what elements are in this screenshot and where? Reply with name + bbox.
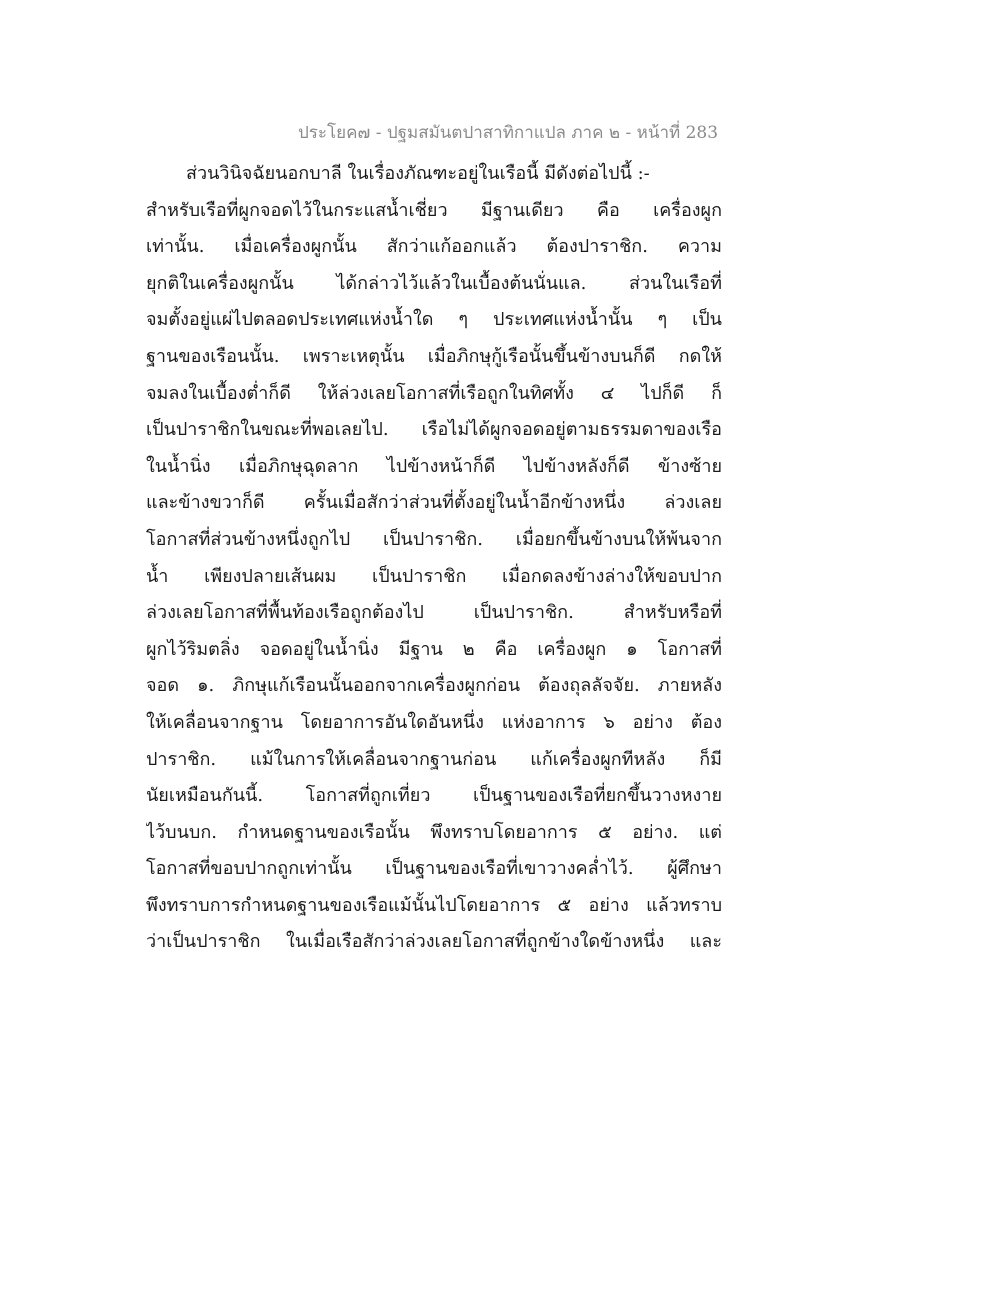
paragraph-line: ว่าเป็นปาราชิก ในเมื่อเรือสักว่าล่วงเลยโอกาสที่ถูกข้างใดข้างหนึ่ง และ [146, 931, 722, 953]
paragraph-line: ให้เคลื่อนจากฐาน โดยอาการอันใดอันหนึ่ง แห่งอาการ ๖ อย่าง ต้อง [146, 711, 722, 733]
paragraph-line: และข้างขวาก็ดี ครั้นเมื่อสักว่าส่วนที่ตั้งอยู่ในน้ำอีกข้างหนึ่ง ล่วงเลย [146, 492, 722, 514]
paragraph-line: ผูกไว้ริมตลิ่ง จอดอยู่ในน้ำนิ่ง มีฐาน ๒ คือ เครื่องผูก ๑ โอกาสที่ [146, 638, 722, 660]
paragraph-line: นัยเหมือนกันนี้. โอกาสที่ถูกเที่ยว เป็นฐานของเรือที่ยกขึ้นวางหงาย [146, 785, 722, 807]
paragraph-line: ในน้ำนิ่ง เมื่อภิกษุฉุดลาก ไปข้างหน้าก็ดี ไปข้างหลังก็ดี ข้างซ้าย [146, 455, 722, 477]
paragraph-line: จอด ๑. ภิกษุแก้เรือนนั้นออกจากเครื่องผูกก่อน ต้องถุลลัจจัย. ภายหลัง [146, 675, 722, 697]
page-header: ประโยค๗ - ปฐมสมันตปาสาทิกาแปล ภาค ๒ - หน้าที่ 283 [298, 123, 718, 143]
paragraph-line: ล่วงเลยโอกาสที่พื้นท้องเรือถูกต้องไป เป็นปาราชิก. สำหรับหรือที่ [146, 602, 722, 624]
paragraph-line: ปาราชิก. แม้ในการให้เคลื่อนจากฐานก่อน แก้เครื่องผูกทีหลัง ก็มี [146, 748, 722, 770]
body-text [146, 156, 722, 961]
paragraph-line: เท่านั้น. เมื่อเครื่องผูกนั้น สักว่าแก้ออกแล้ว ต้องปาราชิก. ความ [146, 236, 722, 258]
paragraph-line: สำหรับเรือที่ผูกจอดไว้ในกระแสน้ำเชี่ยว มีฐานเดียว คือ เครื่องผูก [146, 199, 722, 221]
paragraph-line: จมตั้งอยู่แผ่ไปตลอดประเทศแห่งน้ำใด ๆ ประเทศแห่งน้ำนั้น ๆ เป็น [146, 309, 722, 331]
paragraph-line: ไว้บนบก. กำหนดฐานของเรือนั้น พึงทราบโดยอาการ ๕ อย่าง. แต่ [146, 821, 722, 843]
paragraph-line: โอกาสที่ขอบปากถูกเท่านั้น เป็นฐานของเรือที่เขาวางคล่ำไว้. ผู้ศึกษา [146, 858, 722, 880]
paragraph-line: จมลงในเบื้องต่ำก็ดี ให้ล่วงเลยโอกาสที่เรือถูกในทิศทั้ง ๔ ไปก็ดี ก็ [146, 382, 722, 404]
paragraph-line: เป็นปาราชิกในขณะที่พอเลยไป. เรือไม่ได้ผูกจอดอยู่ตามธรรมดาของเรือ [146, 419, 722, 441]
paragraph-line: พึงทราบการกำหนดฐานของเรือแม้นั้นไปโดยอาการ ๕ อย่าง แล้วทราบ [146, 894, 722, 916]
paragraph-line: ฐานของเรือนนั้น. เพราะเหตุนั้น เมื่อภิกษุกู้เรือนั้นขึ้นข้างบนก็ดี กดให้ [146, 345, 722, 367]
paragraph-line: น้ำ เพียงปลายเส้นผม เป็นปาราชิก เมื่อกดลงข้างล่างให้ขอบปาก [146, 565, 722, 587]
paragraph-line: ส่วนวินิจฉัยนอกบาลี ในเรื่องภัณฑะอยู่ในเรือนี้ มีดังต่อไปนี้ :- [186, 163, 650, 184]
paragraph-line: โอกาสที่ส่วนข้างหนึ่งถูกไป เป็นปาราชิก. เมื่อยกขึ้นข้างบนให้พ้นจาก [146, 528, 722, 550]
paragraph-line: ยุกติในเครื่องผูกนั้น ได้กล่าวไว้แล้วในเบื้องต้นนั่นแล. ส่วนในเรือที่ [146, 272, 722, 294]
